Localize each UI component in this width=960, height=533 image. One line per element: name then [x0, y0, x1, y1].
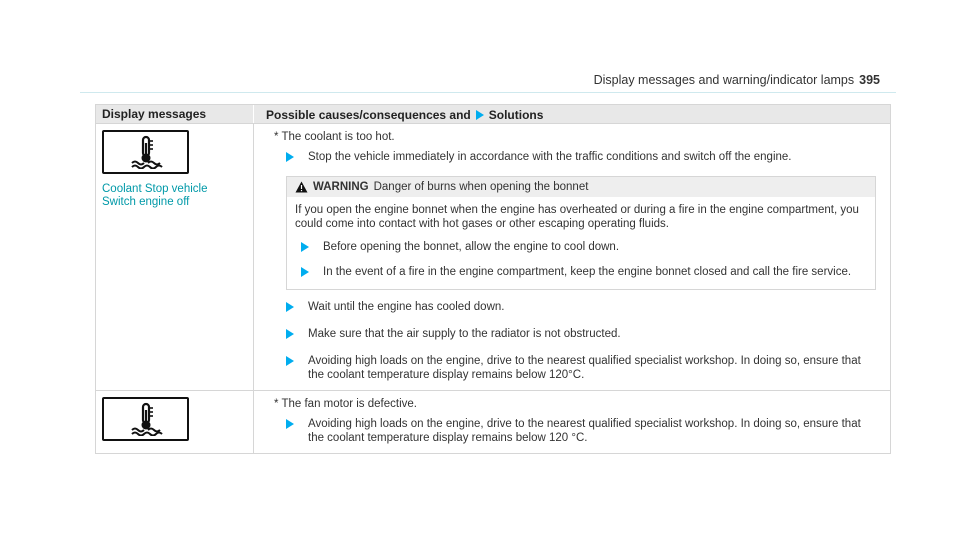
solution-step: [286, 354, 876, 382]
col-header-prefix: Possible causes/consequences and: [266, 108, 471, 122]
running-header-title: Display messages and warning/indicator lamps: [593, 73, 855, 87]
warning-step-text: In the event of a fire in the engine compartment, keep the engine bonnet closed and call the fire service.: [323, 266, 852, 278]
solution-cell: [254, 124, 890, 390]
step-arrow: [286, 300, 308, 316]
coolant-temperature-icon: [102, 397, 189, 441]
step-arrow: [286, 150, 308, 166]
warning-triangle-icon: [295, 181, 308, 193]
warning-label: WARNING: [313, 181, 369, 193]
table-header: [96, 105, 890, 123]
solution-arrow-icon: [476, 110, 484, 120]
cause-text: * The coolant is too hot.: [274, 131, 395, 143]
message-line-2: Switch engine off: [102, 196, 190, 208]
step-text: Avoiding high loads on the engine, drive to the nearest qualified specialist workshop. In doing so, ensure that the coolant temperature display remains below 120°C.: [308, 355, 861, 381]
warning-title: Danger of burns when opening the bonnet: [373, 181, 589, 193]
cause-text: * The fan motor is defective.: [274, 398, 417, 410]
step-arrow: [301, 240, 323, 256]
col-header-suffix: Solutions: [488, 108, 544, 122]
step-text: Avoiding high loads on the engine, drive to the nearest qualified specialist workshop. In doing so, ensure that the coolant temperature display remains below 120 °C.: [308, 418, 861, 444]
page-number: 395: [859, 73, 880, 87]
warning-box: [286, 176, 876, 290]
solution-step: [286, 417, 876, 445]
step-arrow-icon: [301, 267, 309, 277]
step-arrow-icon: [286, 329, 294, 339]
col-header-display-messages: Display messages: [96, 105, 254, 123]
step-arrow: [286, 354, 308, 382]
messages-table: [95, 104, 891, 454]
warning-header: [287, 177, 875, 197]
warning-step: [301, 240, 867, 256]
col-header-causes-solutions: [254, 105, 890, 123]
step-arrow-icon: [301, 242, 309, 252]
solution-step: [286, 300, 876, 316]
step-arrow: [286, 327, 308, 343]
table-row: [96, 390, 890, 453]
step-arrow-icon: [286, 356, 294, 366]
solution-step: [286, 327, 876, 343]
warning-text: If you open the engine bonnet when the engine has overheated or during a fire in the engine compartment, you could come into contact with hot gases or other escaping operating fluids.: [295, 204, 859, 230]
coolant-temperature-icon: [102, 130, 189, 174]
display-message-text: [102, 183, 253, 209]
step-text: Stop the vehicle immediately in accordance with the traffic conditions and switch off the engine.: [308, 151, 792, 163]
page-header: [0, 0, 960, 92]
step-arrow-icon: [286, 302, 294, 312]
step-text: Wait until the engine has cooled down.: [308, 301, 505, 313]
table-row: [96, 123, 890, 390]
step-arrow-icon: [286, 419, 294, 429]
display-message-cell: [96, 124, 254, 390]
warning-step-text: Before opening the bonnet, allow the engine to cool down.: [323, 241, 620, 253]
warning-body: [287, 197, 875, 289]
step-arrow-icon: [286, 152, 294, 162]
display-message-cell: [96, 391, 254, 453]
step-arrow: [286, 417, 308, 445]
header-rule: [80, 92, 896, 93]
message-line-1: Coolant Stop vehicle: [102, 183, 208, 195]
running-header: [594, 73, 880, 87]
solution-cell: [254, 391, 890, 453]
step-arrow: [301, 265, 323, 281]
solution-step: [286, 150, 876, 166]
step-text: Make sure that the air supply to the radiator is not obstructed.: [308, 328, 621, 340]
warning-step: [301, 265, 867, 281]
